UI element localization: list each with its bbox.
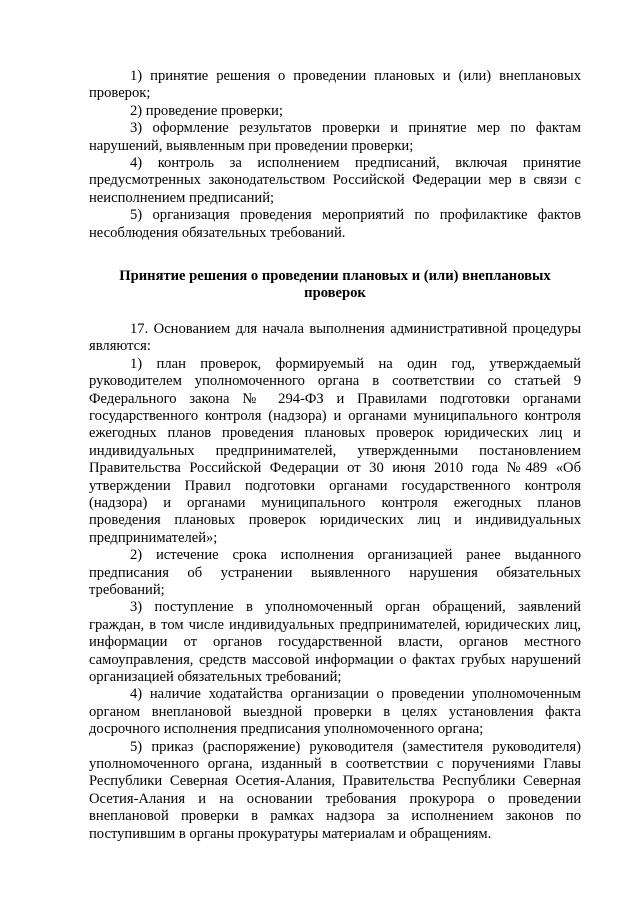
procedure-list [89,68,581,242]
paragraph-17-lead: 17. Основанием для начала выполнения административной процедуры являются: [89,320,581,355]
document-page [89,68,581,843]
list-item: 5) приказ (распоряжение) руководителя (заместителя руководителя) уполномоченного органа, изданный в соответствии с поручениями Главы Республики Северная Осетия-Алания, Правительства Республики Северная Осетия-Алания и на основании требования прокурора о проведении внеплановой проверки в рамках надзора за исполнением законов по поступившим в органы прокуратуры материалам и обращениям. [89,738,581,842]
list-item: 3) поступление в уполномоченный орган обращений, заявлений граждан, в том числе индивидуальных предпринимателей, юридических лиц, информации от органов государственной власти, органов местного самоуправления, средств массовой информации о фактах грубых нарушений организацией обязательных требований; [89,599,581,685]
list-item: 4) наличие ходатайства организации о проведении уполномоченным органом внеплановой выездной проверки в целях установления факта досрочного исполнения предписания уполномоченного органа; [89,686,581,738]
list-item: 5) организация проведения мероприятий по профилактике фактов несоблюдения обязательных требований. [89,207,581,241]
list-item: 3) оформление результатов проверки и принятие мер по фактам нарушений, выявленным при проведении проверки; [89,120,581,154]
list-item: 2) проведение проверки; [130,102,283,119]
list-item: 1) принятие решения о проведении плановых и (или) внеплановых проверок; [89,68,581,102]
list-item: 1) план проверок, формируемый на один год, утверждаемый руководителем уполномоченного органа в соответствии со статьей 9 Федерального закона № 294-ФЗ и Правилами подготовки органами государственного контроля (надзора) и органами муниципального контроля ежегодных планов проведения плановых проверок юридических лиц и индивидуальных предпринимателей, утвержденными постановлением Правительства Российской Федерации от 30 июня 2010 года №489 «Об утверждении Правил подготовки органами государственного контроля (надзора) и органами муниципального контроля ежегодных планов проведения плановых проверок юридических лиц и индивидуальных предпринимателей»; [89,355,581,546]
section-body [89,321,581,843]
section-heading: Принятие решения о проведении плановых и (или) внеплановых проверок [119,268,551,302]
list-item: 4) контроль за исполнением предписаний, включая принятие предусмотренных законодательством Российской Федерации мер в связи с неисполнением предписаний; [89,155,581,206]
list-item: 2) истечение срока исполнения организацией ранее выданного предписания об устранении выявленного нарушения обязательных требований; [89,547,581,598]
